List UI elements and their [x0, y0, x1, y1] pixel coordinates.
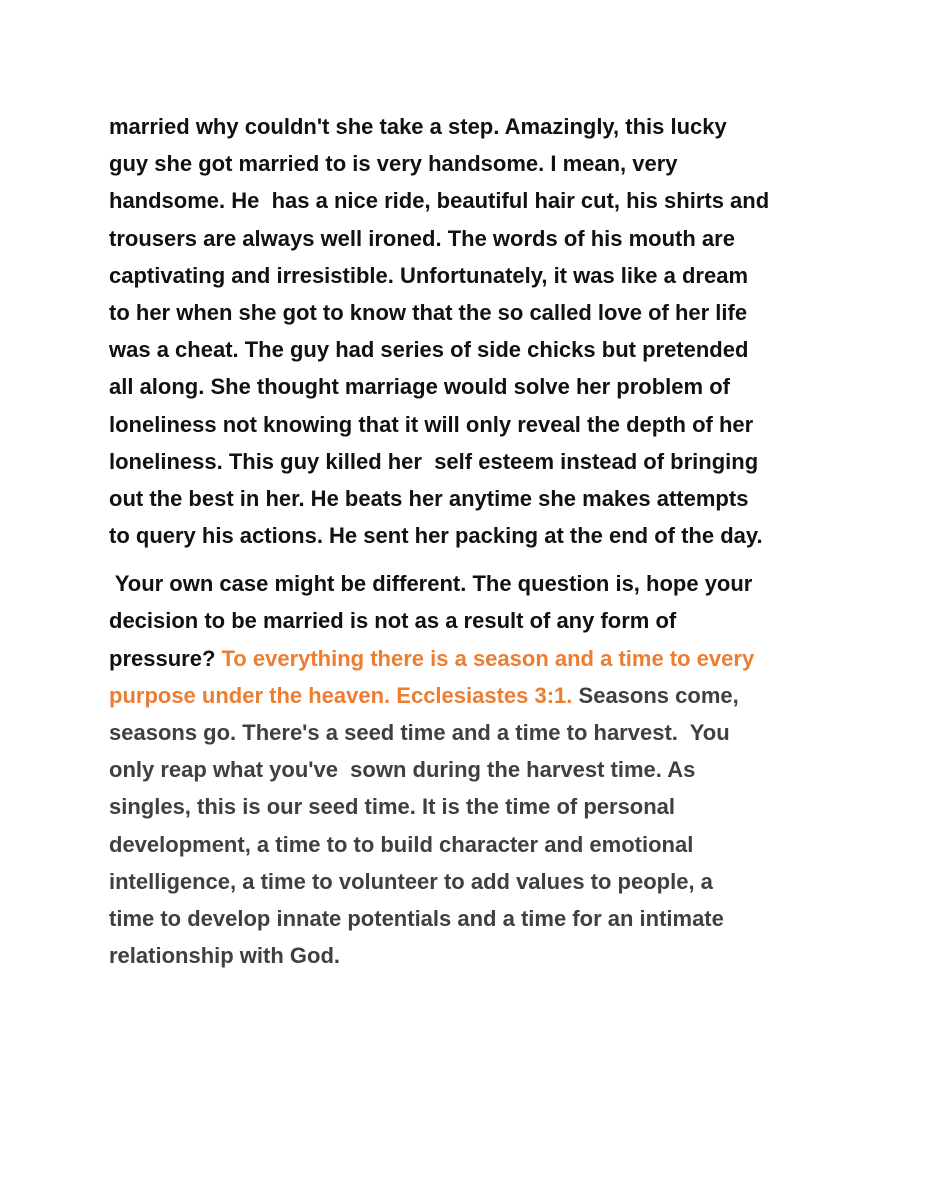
text-line: trousers are always well ironed. The words of his mouth are [109, 225, 735, 251]
document-page [109, 108, 821, 974]
text-line: loneliness. This guy killed her self esteem instead of bringing [109, 448, 759, 474]
text-line: loneliness not knowing that it will only reveal the depth of her [109, 411, 754, 437]
text-line: singles, this is our seed time. It is the time of personal [109, 794, 676, 820]
text-line: married why couldn't she take a step. Amazingly, this lucky [109, 114, 727, 139]
text-line-mixed [109, 640, 821, 677]
text-line: development, a time to to build character and emotional [109, 831, 694, 857]
scripture-quote: purpose under the heaven. Ecclesiastes 3:1. [109, 682, 573, 708]
text-line: was a cheat. The guy had series of side chicks but pretended [109, 337, 749, 363]
text-line: guy she got married to is very handsome. I mean, very [109, 151, 678, 177]
text-line: time to develop innate potentials and a time for an intimate [109, 905, 724, 931]
paragraph-reflection [109, 565, 821, 974]
text-line: decision to be married is not as a result of any form of [109, 608, 677, 634]
text-line: intelligence, a time to volunteer to add values to people, a [109, 868, 713, 894]
text-line: handsome. He has a nice ride, beautiful hair cut, his shirts and [109, 188, 770, 214]
text-line: relationship with God. [109, 943, 340, 969]
text-line: only reap what you've sown during the harvest time. As [109, 757, 696, 783]
text-line: captivating and irresistible. Unfortunately, it was like a dream [109, 262, 748, 288]
paragraph-story [109, 108, 821, 554]
text-segment: Seasons come, [572, 682, 739, 708]
text-line: all along. She thought marriage would solve her problem of [109, 374, 730, 400]
scripture-quote: To everything there is a season and a time to every [221, 645, 755, 671]
text-line: seasons go. There's a seed time and a time to harvest. You [109, 720, 730, 745]
text-line: to query his actions. He sent her packing at the end of the day. [109, 523, 763, 549]
text-line: out the best in her. He beats her anytime she makes attempts [109, 485, 749, 511]
text-line: to her when she got to know that the so called love of her life [109, 299, 748, 325]
text-line: Your own case might be different. The question is, hope your [109, 571, 753, 597]
text-line-mixed [109, 677, 821, 714]
text-segment: pressure? [109, 645, 222, 671]
